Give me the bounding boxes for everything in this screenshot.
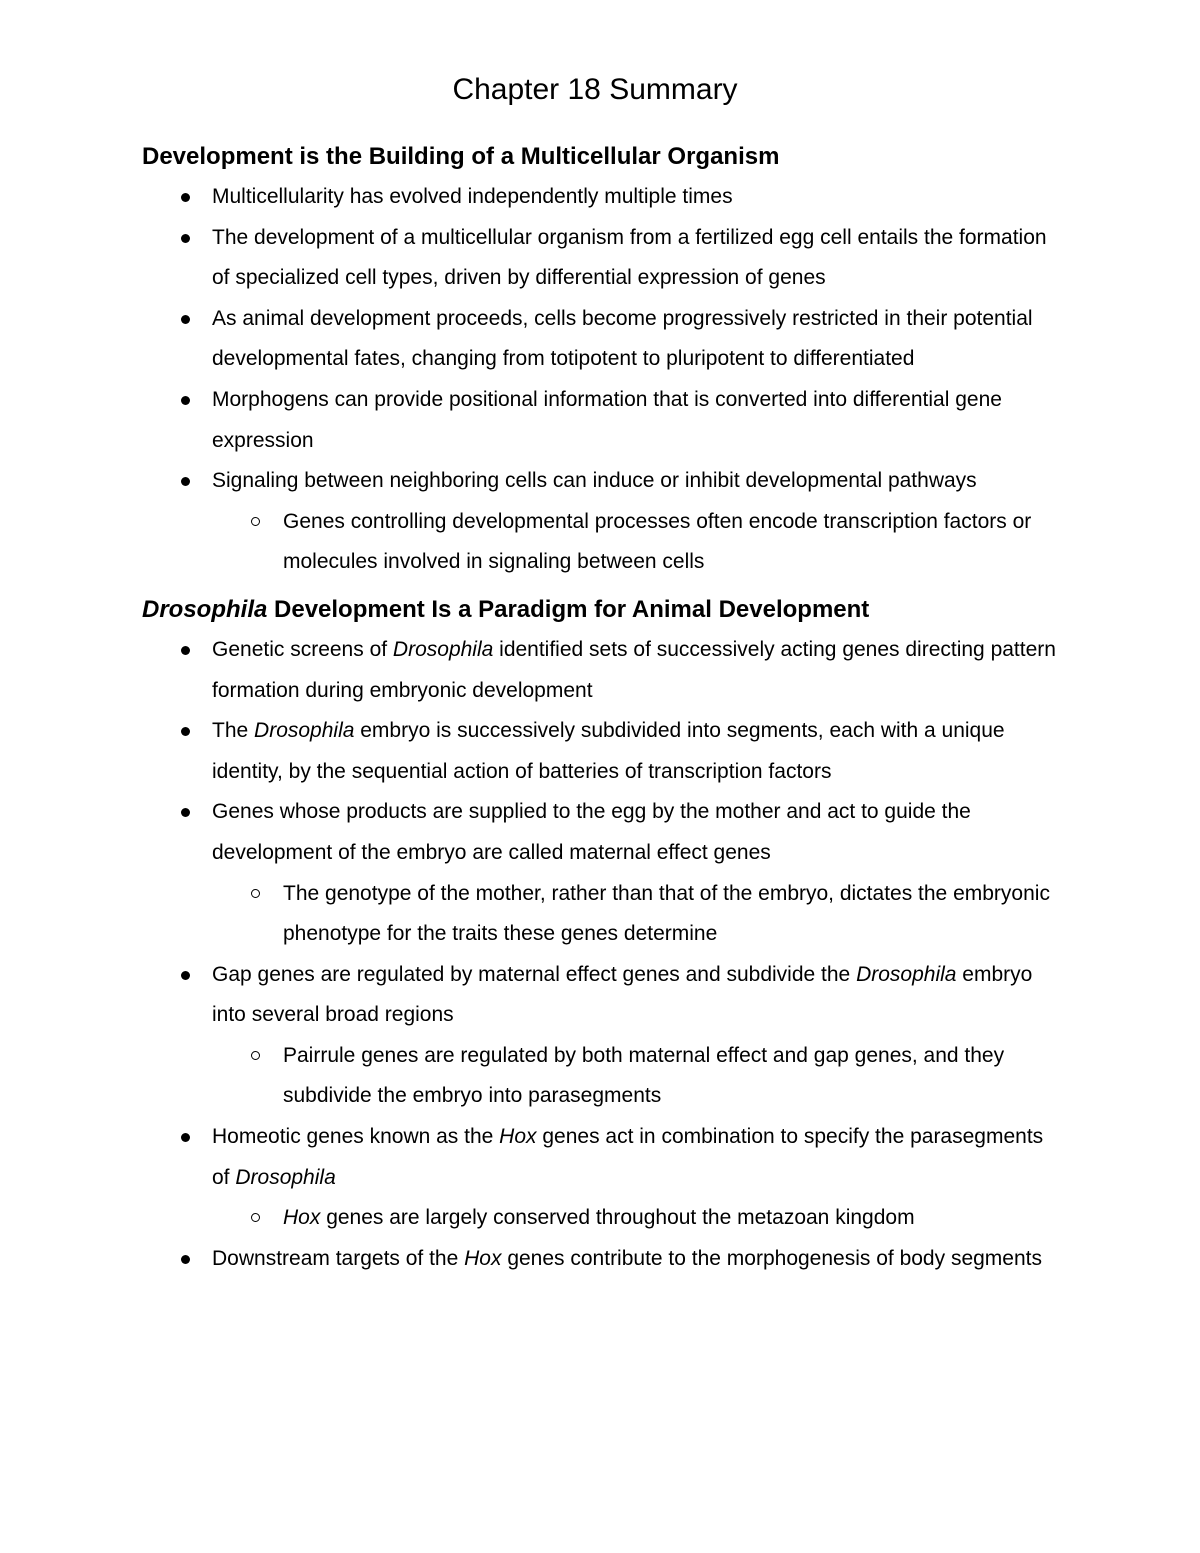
sub-list-item: Pairrule genes are regulated by both maternal effect and gap genes, and they subdivide the embryo into parasegments bbox=[142, 1036, 1062, 1117]
list-item: Multicellularity has evolved independently multiple times bbox=[142, 177, 1062, 218]
list-item: Genetic screens of Drosophila identified sets of successively acting genes directing pattern formation during embryonic development bbox=[142, 630, 1062, 711]
section-drosophila-paradigm bbox=[142, 590, 1062, 1280]
sub-list-item: The genotype of the mother, rather than that of the embryo, dictates the embryonic phenotype for the traits these genes determine bbox=[142, 874, 1062, 955]
list-item: The Drosophila embryo is successively subdivided into segments, each with a unique identity, by the sequential action of batteries of transcription factors bbox=[142, 711, 1062, 792]
section-heading: Development is the Building of a Multicellular Organism bbox=[142, 143, 780, 170]
list-item: Genes whose products are supplied to the egg by the mother and act to guide the development of the embryo are called maternal effect genes bbox=[142, 792, 1062, 873]
sub-list-item: Hox genes are largely conserved throughout the metazoan kingdom bbox=[142, 1198, 1062, 1239]
page-title: Chapter 18 Summary bbox=[452, 73, 738, 106]
document-body bbox=[142, 137, 1062, 1279]
bullet-list bbox=[142, 177, 1062, 583]
list-item: Downstream targets of the Hox genes contribute to the morphogenesis of body segments bbox=[142, 1239, 1062, 1280]
bullet-list bbox=[142, 630, 1062, 1280]
list-item: Morphogens can provide positional information that is converted into differential gene expression bbox=[142, 380, 1062, 461]
list-item: As animal development proceeds, cells become progressively restricted in their potential developmental fates, changing from totipotent to pluripotent to differentiated bbox=[142, 299, 1062, 380]
list-item: The development of a multicellular organism from a fertilized egg cell entails the formation of specialized cell types, driven by differential expression of genes bbox=[142, 218, 1062, 299]
heading-italic-term: Drosophila bbox=[142, 595, 268, 623]
list-item: Gap genes are regulated by maternal effect genes and subdivide the Drosophila embryo into several broad regions bbox=[142, 955, 1062, 1036]
section-development-building bbox=[142, 137, 1062, 583]
sub-list-item: Genes controlling developmental processes often encode transcription factors or molecules involved in signaling between cells bbox=[142, 502, 1062, 583]
list-item: Homeotic genes known as the Hox genes act in combination to specify the parasegments of Drosophila bbox=[142, 1117, 1062, 1198]
section-heading bbox=[142, 590, 1062, 630]
heading-text: Development Is a Paradigm for Animal Development bbox=[267, 595, 870, 623]
list-item: Signaling between neighboring cells can induce or inhibit developmental pathways bbox=[142, 461, 1062, 502]
